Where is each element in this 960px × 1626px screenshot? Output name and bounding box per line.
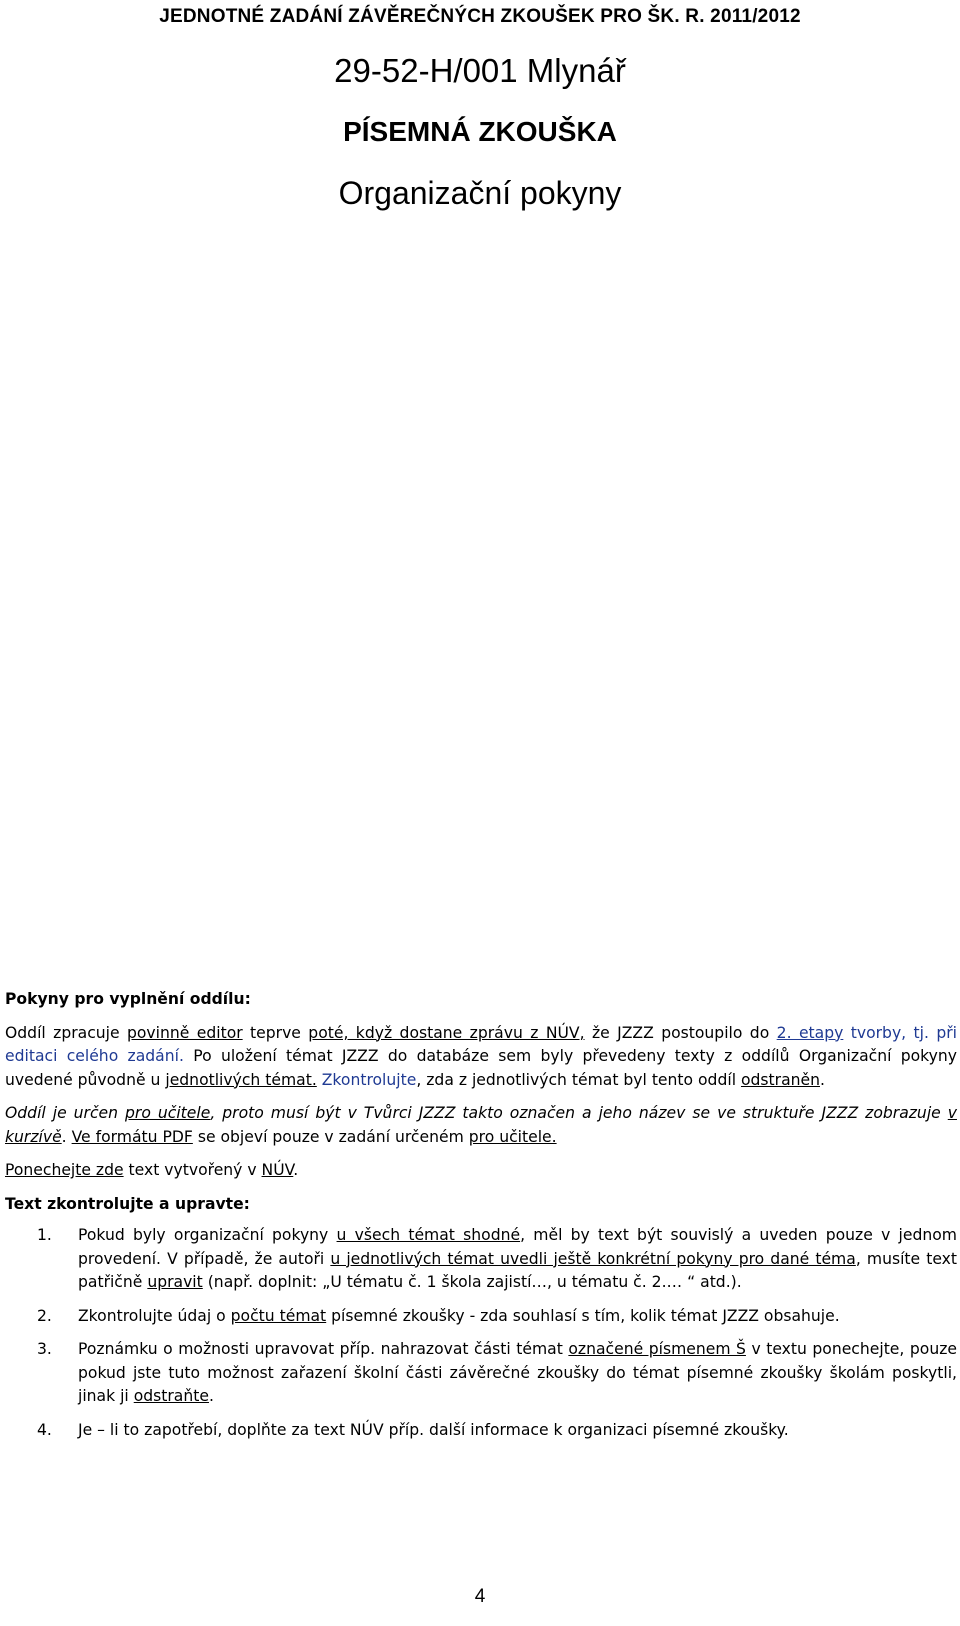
text-span: písemné zkoušky - zda souhlasí s tím, kolik témat JZZZ obsahuje. — [326, 1306, 840, 1325]
text-span: Oddíl zpracuje — [5, 1023, 127, 1042]
text-span: , zda z jednotlivých témat byl tento oddíl — [416, 1070, 741, 1089]
exam-type-title: PÍSEMNÁ ZKOUŠKA — [343, 116, 617, 147]
underlined-text: počtu témat — [230, 1306, 327, 1325]
underlined-text: označené písmenem Š — [568, 1340, 746, 1358]
text-span: Po uložení témat JZZZ do databáze sem byly převedeny texty z oddílů Organizační pokyny uvedené původně u — [5, 1047, 957, 1089]
instructions-heading: Pokyny pro vyplnění oddílu: — [5, 990, 251, 1008]
steps-list — [5, 1224, 957, 1442]
list-item-number: 4. — [37, 1420, 52, 1439]
text-span: Je – li to zapotřebí, doplňte za text NÚV příp. další informace k organizaci písemné zkoušky. — [78, 1420, 789, 1439]
italic-text: Oddíl je určen — [5, 1104, 126, 1122]
document-header: JEDNOTNÉ ZADÁNÍ ZÁVĚREČNÝCH ZKOUŠEK PRO ŠK. R. 2011/2012 — [159, 6, 801, 27]
list-item — [5, 1305, 957, 1329]
list-item-number: 3. — [37, 1340, 52, 1358]
text-span: se objeví pouze v zadání určeném — [192, 1127, 469, 1146]
text-span: teprve — [242, 1023, 309, 1042]
underlined-text: upravit — [147, 1273, 203, 1291]
underlined-text: Ve formátu PDF — [71, 1127, 193, 1146]
text-span: Zkontrolujte údaj o — [78, 1306, 231, 1325]
text-span: , musíte text patřičně — [78, 1249, 957, 1291]
text-span: Pokud byly organizační pokyny — [78, 1226, 337, 1244]
text-span: . — [293, 1161, 299, 1179]
underlined-text: jednotlivých témat. — [165, 1070, 317, 1089]
list-item — [5, 1419, 957, 1443]
text-span: . — [61, 1127, 72, 1146]
text-span: . — [820, 1070, 825, 1089]
text-span: Poznámku o možnosti upravovat příp. nahrazovat části témat — [78, 1340, 569, 1358]
text-span: . — [208, 1387, 214, 1405]
underlined-text: pro učitele — [125, 1104, 211, 1122]
paragraph-editor-note — [5, 1022, 957, 1093]
list-item — [5, 1224, 957, 1295]
text-span: tvorby, tj. při editaci celého zadání. — [5, 1023, 957, 1065]
list-item-number: 1. — [37, 1226, 52, 1244]
paragraph-keep-text — [5, 1159, 957, 1183]
italic-text: , proto musí být v Tvůrci JZZZ takto označen a jeho název se ve struktuře JZZZ zobrazuje — [210, 1104, 948, 1122]
page-number: 4 — [474, 1586, 486, 1607]
underlined-text: NÚV — [261, 1161, 294, 1179]
underlined-text: 2. etapy — [776, 1023, 844, 1042]
instructions-subheading: Text zkontrolujte a upravte: — [5, 1194, 250, 1213]
list-item — [5, 1338, 957, 1409]
underlined-text: pro učitele. — [468, 1127, 557, 1146]
section-title: Organizační pokyny — [338, 175, 622, 211]
subject-title: 29-52-H/001 Mlynář — [334, 52, 626, 89]
instructions-block — [5, 988, 957, 1452]
text-span: text vytvořený v — [123, 1161, 262, 1179]
underlined-text: u všech témat shodné — [336, 1226, 521, 1244]
text-span: Zkontrolujte — [316, 1070, 417, 1089]
underlined-text: poté, když dostane zprávu z NÚV, — [308, 1023, 585, 1042]
underlined-text: odstraňte — [133, 1387, 209, 1405]
underlined-text: v kurzívě — [5, 1104, 957, 1146]
underlined-text: odstraněn — [740, 1070, 820, 1089]
text-span: že JZZZ postoupilo do — [584, 1023, 777, 1042]
text-span: v textu ponechejte, pouze pokud jste tuto možnost zařazení školní části závěrečné zkoušky do témat písemné zkoušky školám poskytli, jinak ji — [78, 1340, 957, 1405]
underlined-text: povinně editor — [126, 1023, 243, 1042]
paragraph-teacher-note — [5, 1102, 957, 1149]
text-span: , měl by text být souvislý a uveden pouze v jednom provedení. V případě, že autoři — [78, 1226, 957, 1268]
underlined-text: Ponechejte zde — [5, 1161, 124, 1179]
underlined-text: u jednotlivých témat uvedli ještě konkrétní pokyny pro dané téma — [330, 1249, 856, 1268]
text-span: (např. doplnit: „U tématu č. 1 škola zajistí…, u tématu č. 2.… “ atd.). — [202, 1273, 742, 1291]
list-item-number: 2. — [37, 1306, 52, 1325]
